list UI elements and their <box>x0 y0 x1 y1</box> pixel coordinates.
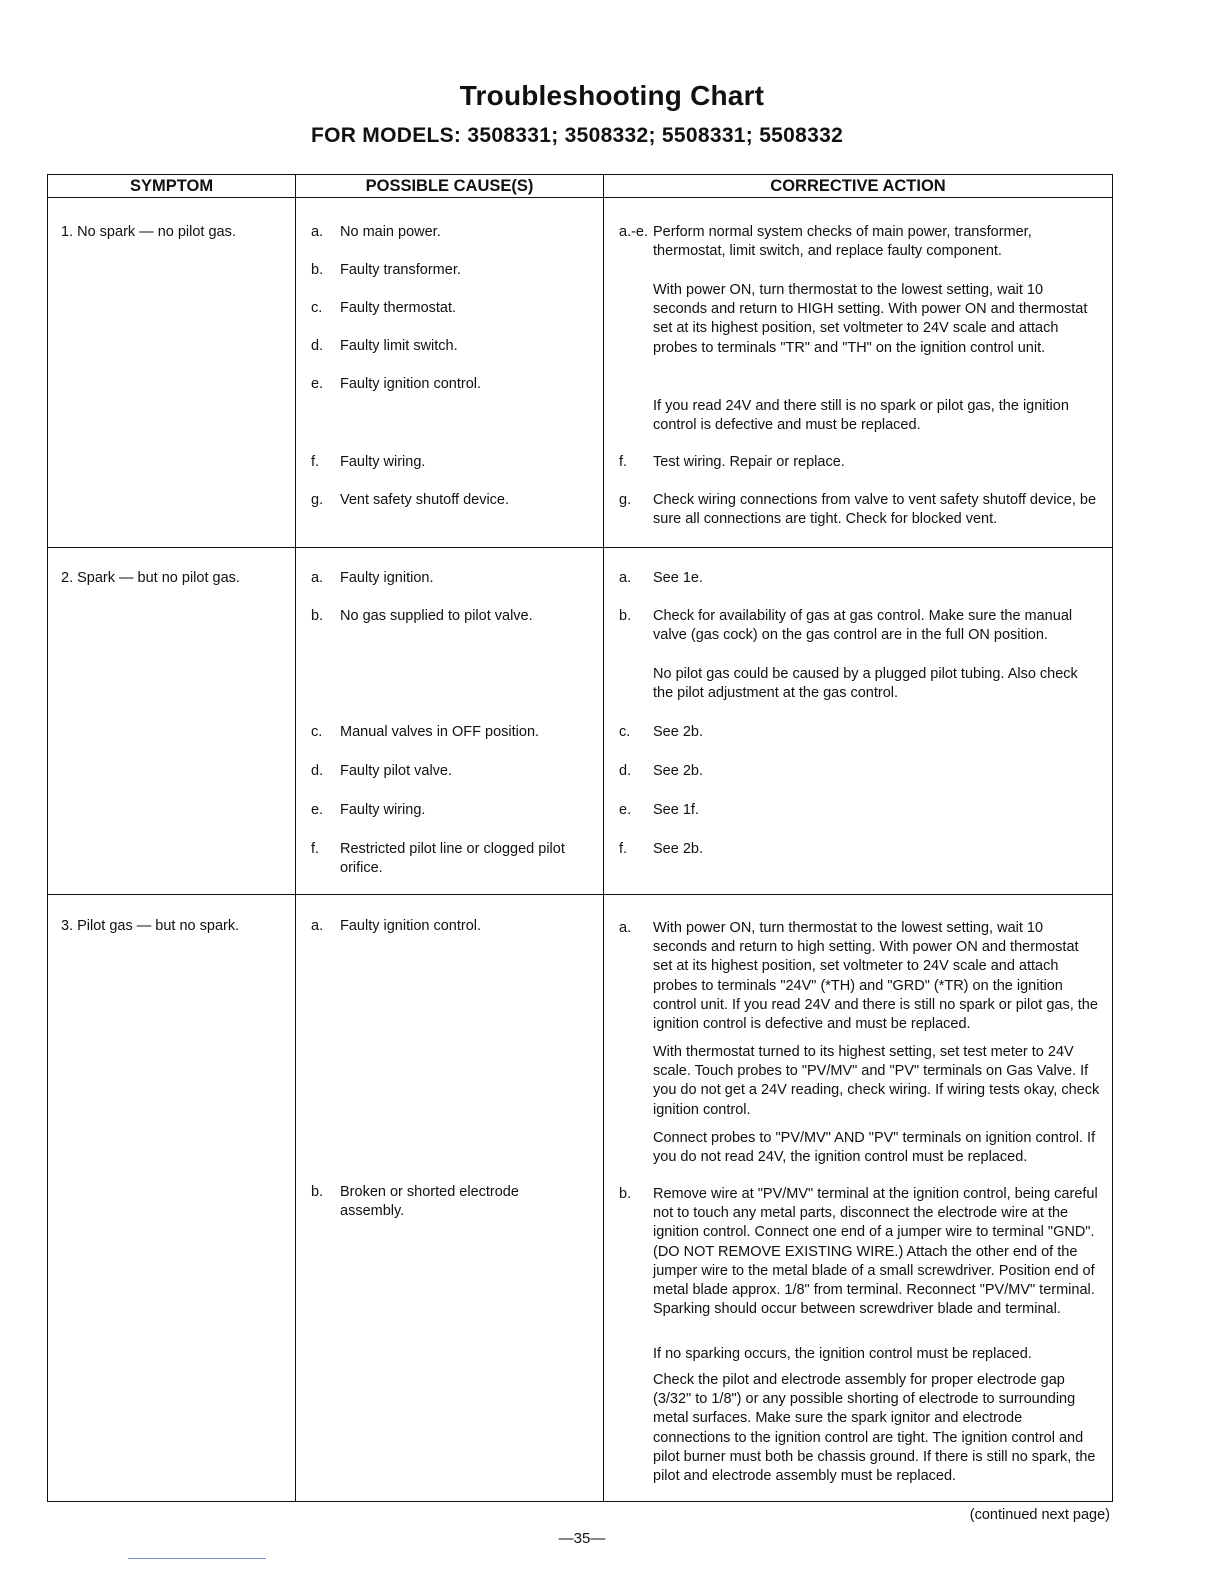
action-text: See 2b. <box>653 724 703 740</box>
cause-text: No gas supplied to pilot valve. <box>340 608 533 624</box>
action-text: Remove wire at "PV/MV" terminal at the ignition control, being careful not to touch any metal parts, disconnect the electrode wire at the ignition control. Connect one end of a jumper wire to terminal "GND". (DO NOT REMOVE EXISTING WIRE.) Attach the other end of the jumper wire to the metal blade of a small screwdriver. Position end of metal blade approx. 1/8" from terminal. Reconnect "PV/MV" terminal. Sparking should occur between screwdriver blade and terminal. <box>653 1186 1098 1318</box>
action-text: Check wiring connections from valve to vent safety shutoff device, be sure all connections are tight. Check for blocked vent. <box>653 492 1097 528</box>
troubleshooting-table <box>47 174 1113 1502</box>
cause-text: Faulty ignition control. <box>340 376 482 392</box>
row-divider <box>48 894 1112 895</box>
action-label: b. <box>619 608 632 624</box>
action-label: a.-e. <box>619 224 649 240</box>
cause-text: Faulty thermostat. <box>340 300 457 316</box>
action-text: With power ON, turn thermostat to the lowest setting, wait 10 seconds and return to high setting. With power ON and thermostat set at its highest position, set voltmeter to 24V scale and attach probes to terminals "24V" (*TH) and "GRD" (*TR) on the ignition control unit. If you read 24V and there is still no spark or pilot gas, the ignition control is defective and must be replaced. <box>653 920 1098 1033</box>
action-text: If you read 24V and there still is no spark or pilot gas, the ignition control is defective and must be replaced. <box>653 398 1069 434</box>
action-label: c. <box>619 724 631 740</box>
cause-text: Faulty wiring. <box>340 454 426 470</box>
cause-text: Faulty limit switch. <box>340 338 458 354</box>
symptom-3: 3. Pilot gas — but no spark. <box>61 918 240 934</box>
action-text: With power ON, turn thermostat to the lowest setting, wait 10 seconds and return to HIGH setting. With power ON and thermostat set at its highest position, set voltmeter to 24V scale and attach probes to terminals "TR" and "TH" on the ignition control unit. <box>653 282 1088 356</box>
header-rule <box>48 197 1112 198</box>
action-text: With thermostat turned to its highest setting, set test meter to 24V scale. Touch probes to "PV/MV" and "PV" terminals on Gas Valve. If you do not get a 24V reading, check wiring. If wiring tests okay, check ignition control. <box>653 1044 1100 1118</box>
column-header-cause: POSSIBLE CAUSE(S) <box>365 177 534 195</box>
action-text: See 1f. <box>653 802 699 818</box>
row-divider <box>48 547 1112 548</box>
action-text: Check the pilot and electrode assembly for proper electrode gap (3/32" to 1/8") or any possible shorting of electrode to surrounding metal surfaces. Make sure the spark ignitor and electrode connections to the ignition control are tight. The ignition control and pilot burner must both be chassis ground. If there is still no spark, the pilot and electrode assembly must be replaced. <box>653 1372 1096 1485</box>
action-label: g. <box>619 492 632 508</box>
cause-text: Faulty transformer. <box>340 262 461 278</box>
action-text: If no sparking occurs, the ignition control must be replaced. <box>653 1346 1032 1362</box>
action-text: Test wiring. Repair or replace. <box>653 454 845 470</box>
continued-note: (continued next page) <box>969 1507 1110 1523</box>
symptom-1: 1. No spark — no pilot gas. <box>61 224 236 240</box>
action-text: Check for availability of gas at gas control. Make sure the manual valve (gas cock) on the gas control are in the full ON position. <box>653 608 1073 644</box>
cause-label: d. <box>311 338 324 354</box>
action-label: d. <box>619 763 632 779</box>
cause-label: a. <box>311 918 324 934</box>
cause-label: b. <box>311 608 324 624</box>
cause-label: e. <box>311 802 324 818</box>
action-label: b. <box>619 1186 632 1202</box>
column-divider <box>295 175 296 1501</box>
action-text: No pilot gas could be caused by a plugged pilot tubing. Also check the pilot adjustment at the gas control. <box>653 666 1078 702</box>
action-label: e. <box>619 802 632 818</box>
cause-text: Restricted pilot line or clogged pilot orifice. <box>340 841 565 877</box>
cause-label: f. <box>311 454 320 470</box>
cause-text: Vent safety shutoff device. <box>340 492 510 508</box>
action-label: f. <box>619 454 628 470</box>
cause-label: b. <box>311 262 324 278</box>
action-text: See 2b. <box>653 841 703 857</box>
page-title: Troubleshooting Chart <box>459 80 765 111</box>
cause-text: Faulty wiring. <box>340 802 426 818</box>
symptom-2: 2. Spark — but no pilot gas. <box>61 570 240 586</box>
cause-label: d. <box>311 763 324 779</box>
cause-text: No main power. <box>340 224 441 240</box>
action-text: Perform normal system checks of main power, transformer, thermostat, limit switch, and replace faulty component. <box>653 224 1032 260</box>
models-subtitle: FOR MODELS: 3508331; 3508332; 5508331; 5508332 <box>310 124 844 147</box>
cause-label: f. <box>311 841 320 857</box>
action-label: a. <box>619 920 632 936</box>
cause-text: Faulty ignition control. <box>340 918 482 934</box>
cause-label: a. <box>311 224 324 240</box>
cause-label: c. <box>311 300 323 316</box>
cause-text: Faulty pilot valve. <box>340 763 453 779</box>
action-text: See 2b. <box>653 763 703 779</box>
action-text: Connect probes to "PV/MV" AND "PV" terminals on ignition control. If you do not read 24V, the ignition control must be replaced. <box>653 1130 1096 1166</box>
cause-text: Broken or shorted electrode assembly. <box>340 1184 519 1220</box>
cause-label: c. <box>311 724 323 740</box>
action-label: a. <box>619 570 632 586</box>
cause-label: a. <box>311 570 324 586</box>
column-divider <box>603 175 604 1501</box>
cause-label: e. <box>311 376 324 392</box>
cause-text: Faulty ignition. <box>340 570 434 586</box>
action-label: f. <box>619 841 628 857</box>
column-header-action: CORRECTIVE ACTION <box>770 177 946 195</box>
page-number: —35— <box>558 1530 606 1547</box>
cause-label: b. <box>311 1184 324 1200</box>
scan-artifact-line <box>128 1558 266 1559</box>
action-text: See 1e. <box>653 570 703 586</box>
cause-label: g. <box>311 492 324 508</box>
cause-text: Manual valves in OFF position. <box>340 724 540 740</box>
column-header-symptom: SYMPTOM <box>129 177 214 195</box>
